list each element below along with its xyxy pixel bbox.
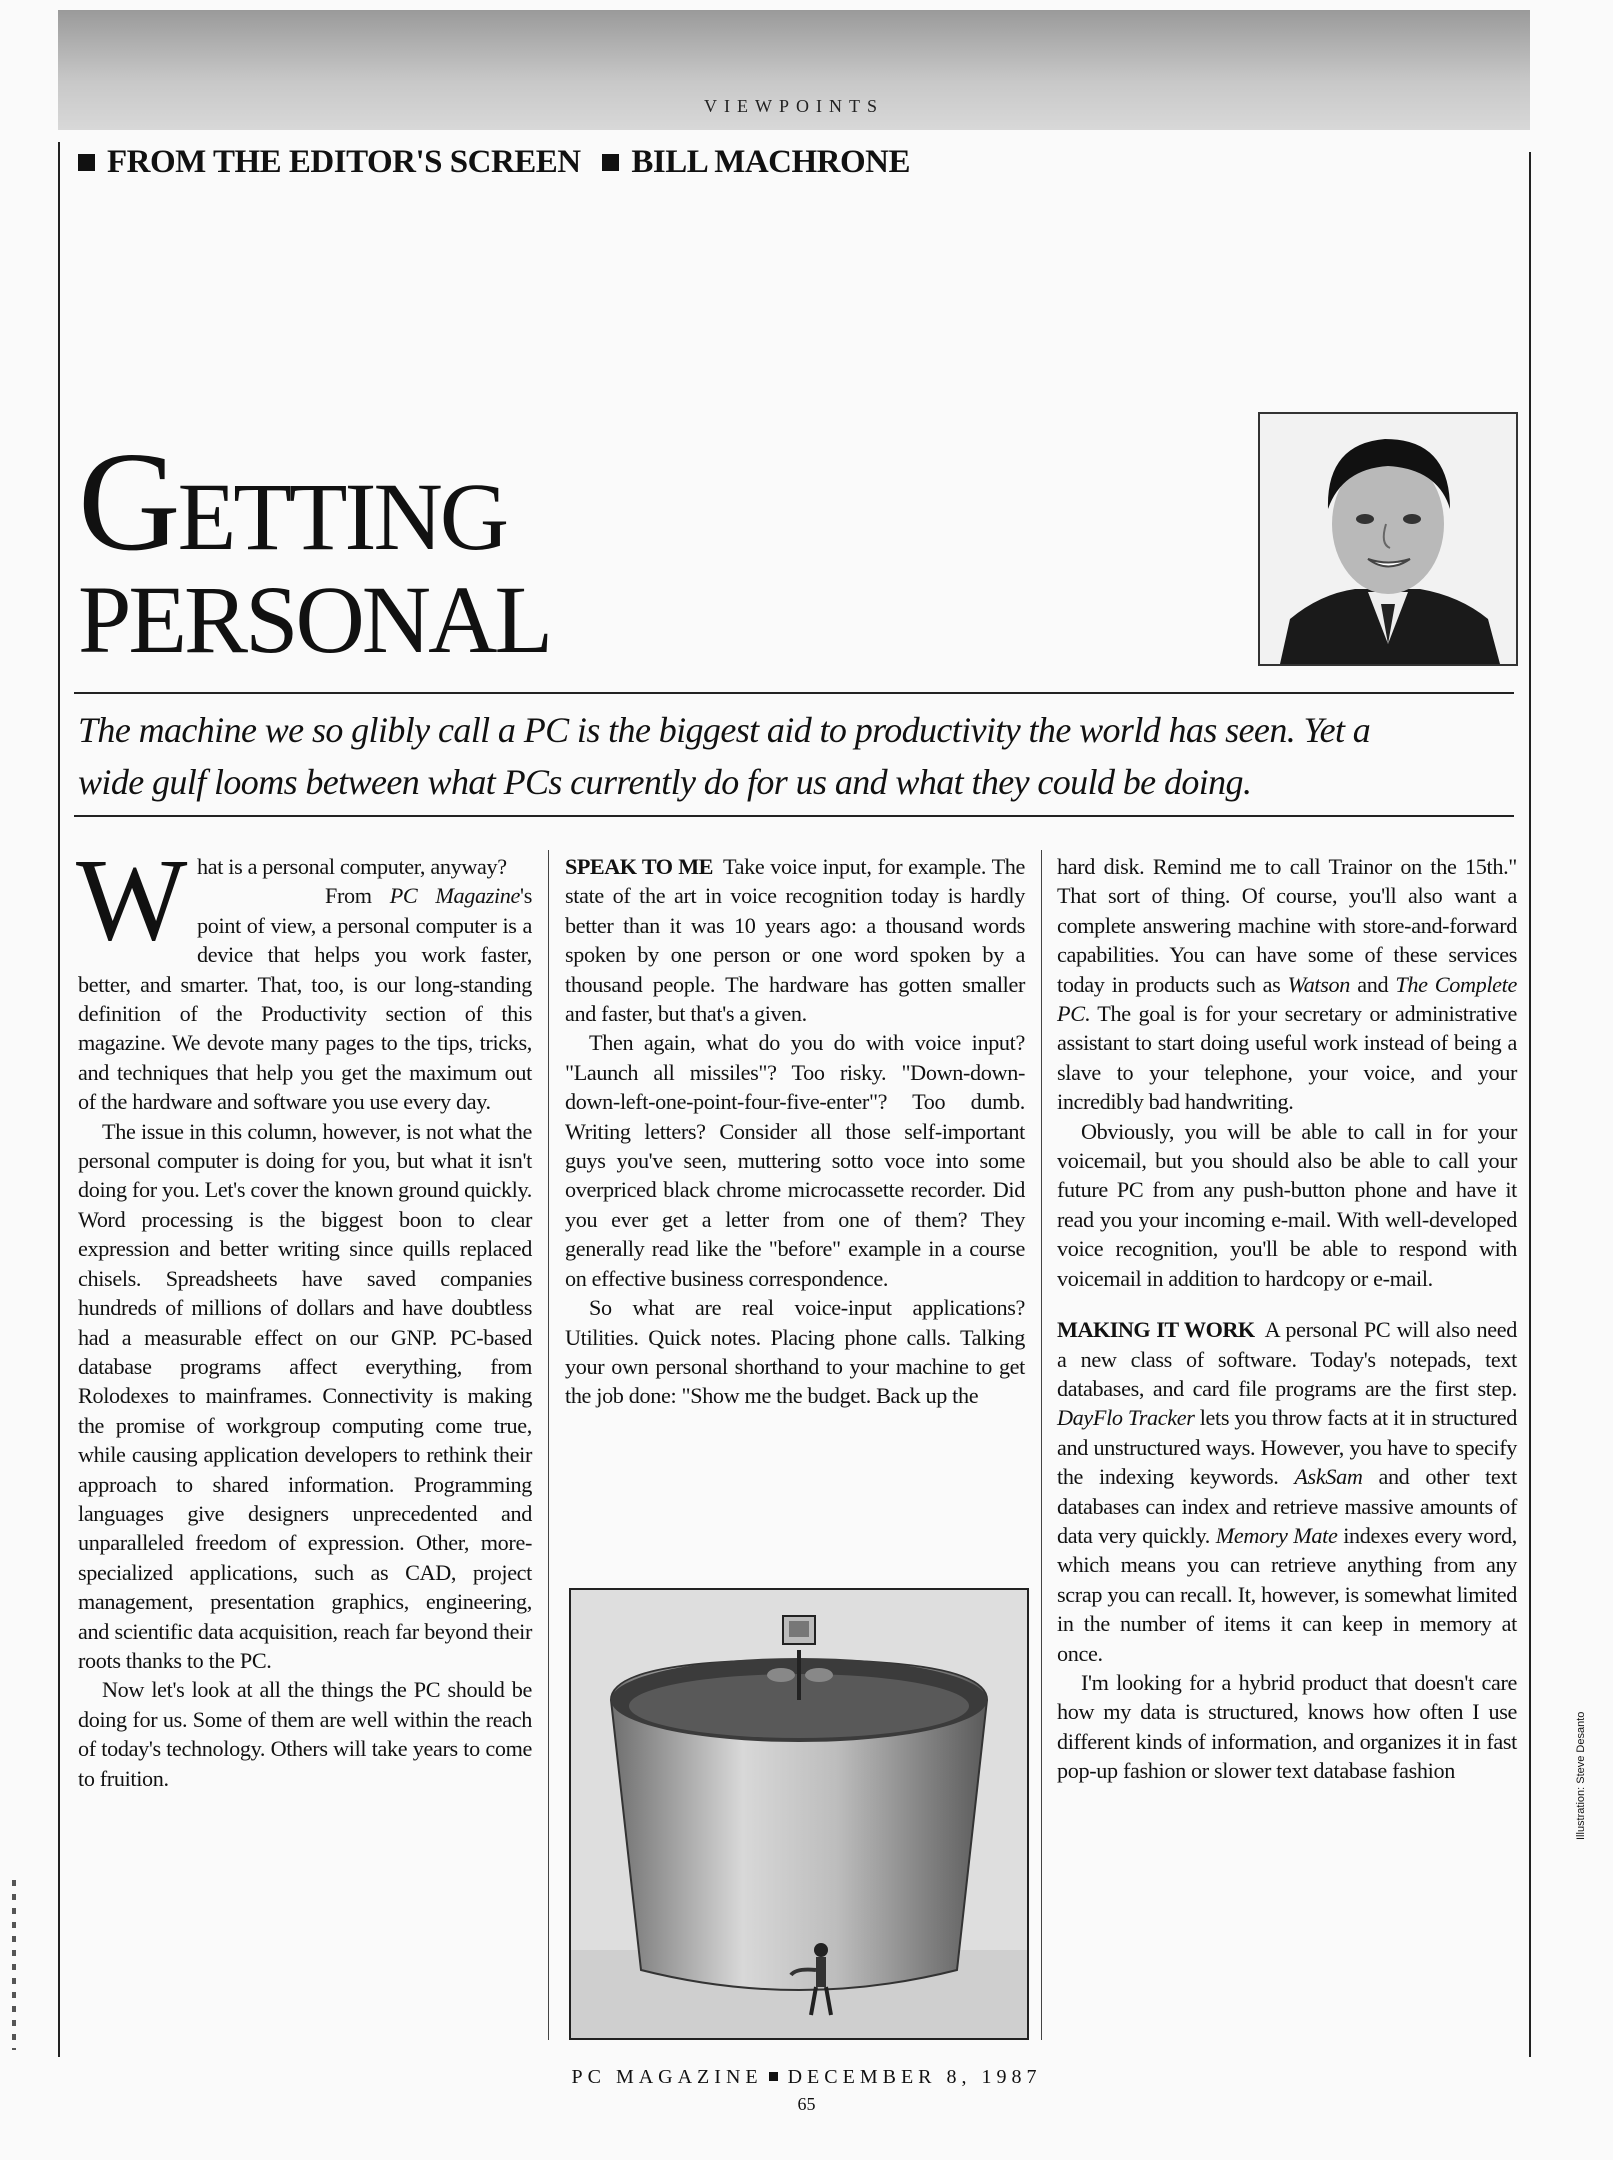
portrait-photo bbox=[1260, 414, 1516, 664]
paragraph bbox=[76, 834, 532, 1117]
section-label: VIEWPOINTS bbox=[704, 96, 884, 116]
product-name: The Complete PC bbox=[1057, 971, 1517, 1027]
text: 's point of view, a personal computer is a device that helps you work faster, better, and smarter. That, too, is our long-standing definition of the Productivity section of this magazine. We devote many pages to the tips, tricks, and techniques that help you get the maximum out of the hardware and software you use every day. bbox=[78, 883, 532, 1115]
text: . The goal is for your secretary or administrative assistant to start doing useful work instead of being a slave to your telephone, your voice, and your incredibly bad handwriting. bbox=[1057, 1001, 1517, 1115]
deck bbox=[78, 704, 1508, 808]
text: hard disk. Remind me to call Trainor on the 15th." That sort of thing. Of course, you'll also want a complete answering machine with store-and-forward capabilities. You can have some of these services today in products such as bbox=[1057, 854, 1517, 997]
deck-top-rule bbox=[74, 692, 1514, 694]
paragraph: Then again, what do you do with voice input? "Launch all missiles"? Too risky. "Down-down-down-left-one-point-four-five-enter"? Too dumb. Writing letters? Consider all those self-important guys you've seen, muttering sotto voce into some overpriced black chrome microcassette recorder. Did you ever get a letter from one of them? They generally read like the "before" example in a course on effective business correspondence. bbox=[565, 1030, 1025, 1291]
column-name: FROM THE EDITOR'S SCREEN bbox=[107, 144, 581, 180]
page-number: 65 bbox=[797, 2094, 816, 2114]
product-name: DayFlo Tracker bbox=[1057, 1405, 1195, 1431]
product-name: Watson bbox=[1287, 971, 1351, 997]
deck-line-1: The machine we so glibly call a PC is the biggest aid to productivity the world has seen. Yet a bbox=[78, 710, 1371, 750]
footer-publication: PC MAGAZINE bbox=[571, 2066, 763, 2088]
text: and other text databases can index and retrieve massive amounts of data very quickly. bbox=[1057, 1464, 1517, 1548]
text: lets you throw facts at it in structured and unstructured ways. However, you have to specify the indexing keywords. bbox=[1057, 1405, 1517, 1490]
product-name: AskSam bbox=[1294, 1464, 1363, 1490]
text: indexes every word, which means you can retrieve anything from any scrap you can recall. It, however, is somewhat limited in the number of items it can keep in memory at once. bbox=[1057, 1522, 1517, 1666]
illustration-art bbox=[571, 1590, 1027, 2038]
footer-date: DECEMBER 8, 1987 bbox=[787, 2066, 1042, 2088]
department-line bbox=[74, 144, 910, 181]
bullet-square-icon bbox=[769, 2072, 778, 2081]
frame-right-rule bbox=[1529, 152, 1531, 2057]
text: From bbox=[325, 883, 390, 909]
deck-line-2: wide gulf looms between what PCs currently do for us and what they could be doing. bbox=[78, 762, 1252, 803]
subhead: SPEAK TO ME bbox=[565, 854, 713, 879]
author-name: BILL MACHRONE bbox=[631, 144, 911, 180]
bullet-square-icon bbox=[78, 154, 95, 171]
paragraph bbox=[1057, 1315, 1517, 1668]
footer bbox=[0, 2066, 1613, 2089]
scan-edge-marks bbox=[12, 1880, 16, 2050]
text: A personal PC will also need a new class of software. Today's notepads, text databases, and card file programs are the first step. bbox=[1057, 1317, 1517, 1401]
paragraph: The issue in this column, however, is not what the personal computer is doing for you, but what it isn't doing for you. Let's cover the known ground quickly. Word processing is the biggest boon to clear expression and better writing since quills replaced chisels. Spreadsheets have saved companies hundreds of millions of dollars and have doubtless had a measurable effect on our GNP. PC-based database programs affect everything, from Rolodexes to mainframes. Connectivity is making the promise of workgroup computing come true, while causing application developers to rethink their approach to shared information. Programming languages give designers unprecedented and unparalleled freedom of expression. Other, more-specialized applications, such as CAD, project management, presentation graphics, engineering, and scientific data acquisition, reach far beyond their roots thanks to the PC. bbox=[78, 1118, 532, 1673]
frame-left-rule bbox=[58, 142, 60, 2057]
paragraph: Obviously, you will be able to call in for your voicemail, but you should also be able to call your future PC from any push-button phone and have it read you your incoming e-mail. With well-developed voice recognition, you'll be able to respond with voicemail in addition to hardcopy or e-mail. bbox=[1057, 1118, 1517, 1291]
headline-line1: ETTING bbox=[177, 463, 507, 570]
drop-cap: W bbox=[76, 834, 188, 965]
headline-initial: G bbox=[78, 422, 178, 580]
paragraph: I'm looking for a hybrid product that doesn't care how my data is structured, knows how often I use different kinds of information, and organizes it in fast pop-up fashion or slower text database fashion bbox=[1057, 1669, 1517, 1784]
headline-line2: PERSONAL bbox=[78, 566, 551, 673]
text: Take voice input, for example. The state of the art in voice recognition today is hardly better than it was 10 years ago: a thousand words spoken by one person or one word spoken by a thousand people. The hardware has gotten smaller and faster, but that's a given. bbox=[565, 854, 1026, 1027]
paragraph bbox=[565, 852, 1025, 1028]
illustration-credit: Illustration: Steve Desanto bbox=[1575, 1711, 1587, 1840]
column-rule-1 bbox=[548, 850, 549, 2040]
column-2 bbox=[565, 852, 1025, 1411]
paragraph: So what are real voice-input applications? Utilities. Quick notes. Placing phone calls. Talking your own personal shorthand to your machine to get the job done: "Show me the budget. Back up the bbox=[565, 1295, 1025, 1409]
column-rule-2 bbox=[1041, 850, 1042, 2040]
column-1 bbox=[76, 834, 532, 1793]
paragraph: Now let's look at all the things the PC should be doing for us. Some of them are well within the reach of today's technology. Others will take years to come to fruition. bbox=[78, 1677, 532, 1791]
column-3 bbox=[1057, 852, 1517, 1786]
text: hat is a personal computer, anyway? bbox=[197, 854, 507, 879]
magazine-name: PC Magazine bbox=[389, 883, 521, 909]
deck-bottom-rule bbox=[74, 815, 1514, 817]
bullet-square-icon bbox=[602, 154, 619, 171]
headline bbox=[78, 422, 551, 673]
paragraph bbox=[1057, 852, 1517, 1117]
author-portrait bbox=[1258, 412, 1518, 666]
flowerpot-illustration bbox=[569, 1588, 1029, 2040]
text: and bbox=[1350, 971, 1396, 997]
product-name: Memory Mate bbox=[1215, 1522, 1338, 1548]
subhead: MAKING IT WORK bbox=[1057, 1317, 1255, 1343]
